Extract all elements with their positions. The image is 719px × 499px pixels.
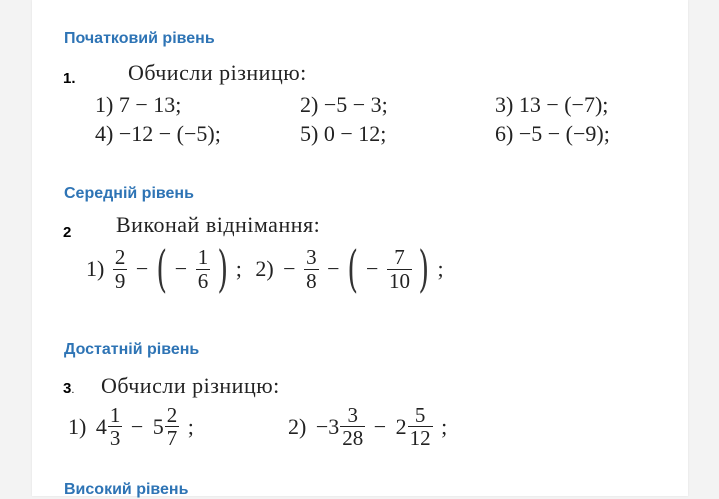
task-1-number: 1. <box>63 70 76 87</box>
task-2-item-2-label: 2) <box>255 256 274 281</box>
task-3-item-2-label: 2) <box>288 413 307 439</box>
section-heading-initial: Початковий рівень <box>64 30 215 47</box>
section-heading-high: Високий рівень <box>64 481 189 498</box>
whole-part: 5 <box>152 413 164 439</box>
minus-sign: − <box>130 413 144 439</box>
task-3-number: 3. <box>63 380 75 397</box>
task-1-item-4: 4) −12 − (−5); <box>95 121 221 146</box>
whole-part: −3 <box>315 413 340 439</box>
left-paren: ( <box>347 240 359 298</box>
fraction: $\frac{2}{9}$ <box>114 245 126 293</box>
task-1-item-5: 5) 0 − 12; <box>300 121 387 146</box>
semicolon: ; <box>187 413 194 439</box>
fraction: $\frac{3}{28}$ <box>342 403 364 451</box>
task-2-expression-1 <box>84 240 446 298</box>
task-3-item-1-label: 1) <box>68 413 87 439</box>
fraction: $\frac{1}{6}$ <box>197 245 209 293</box>
minus-sign: − <box>135 256 149 281</box>
task-2-number: 2 <box>63 224 72 241</box>
task-1-item-1: 1) 7 − 13; <box>95 92 182 117</box>
task-1-title: Обчисли різницю: <box>128 60 307 85</box>
fraction: $\frac{1}{3}$ <box>109 403 121 451</box>
task-2-item-1-label: 1) <box>86 256 105 281</box>
right-paren: ) <box>418 240 430 298</box>
task-1-item-2: 2) −5 − 3; <box>300 92 388 117</box>
task-1-item-6: 6) −5 − (−9); <box>495 121 610 146</box>
minus-sign: − <box>174 256 188 281</box>
task-1-item-3: 3) 13 − (−7); <box>495 92 609 117</box>
task-3-expression-1 <box>66 404 196 449</box>
right-paren: ) <box>217 240 228 298</box>
task-3-title: Обчисли різницю: <box>101 373 280 398</box>
whole-part: 4 <box>95 413 107 439</box>
minus-sign: − <box>366 256 379 281</box>
fraction: $\frac{7}{10}$ <box>388 245 410 293</box>
left-paren: ( <box>156 240 167 298</box>
fraction: $\frac{5}{12}$ <box>409 403 431 451</box>
minus-sign: − <box>327 256 340 281</box>
section-heading-middle: Середній рівень <box>64 185 194 202</box>
semicolon: ; <box>441 413 448 439</box>
section-heading-sufficient: Достатній рівень <box>64 341 200 358</box>
whole-part: 2 <box>395 413 407 439</box>
fraction: $\frac{2}{7}$ <box>166 403 178 451</box>
semicolon: ; <box>437 256 444 281</box>
task-3-expression-2 <box>286 404 449 449</box>
minus-sign: − <box>373 413 387 439</box>
page-sheet <box>32 0 688 496</box>
minus-sign: − <box>283 256 296 281</box>
semicolon: ; <box>235 256 242 281</box>
fraction: $\frac{3}{8}$ <box>306 245 317 293</box>
task-2-title: Виконай віднімання: <box>116 212 321 237</box>
